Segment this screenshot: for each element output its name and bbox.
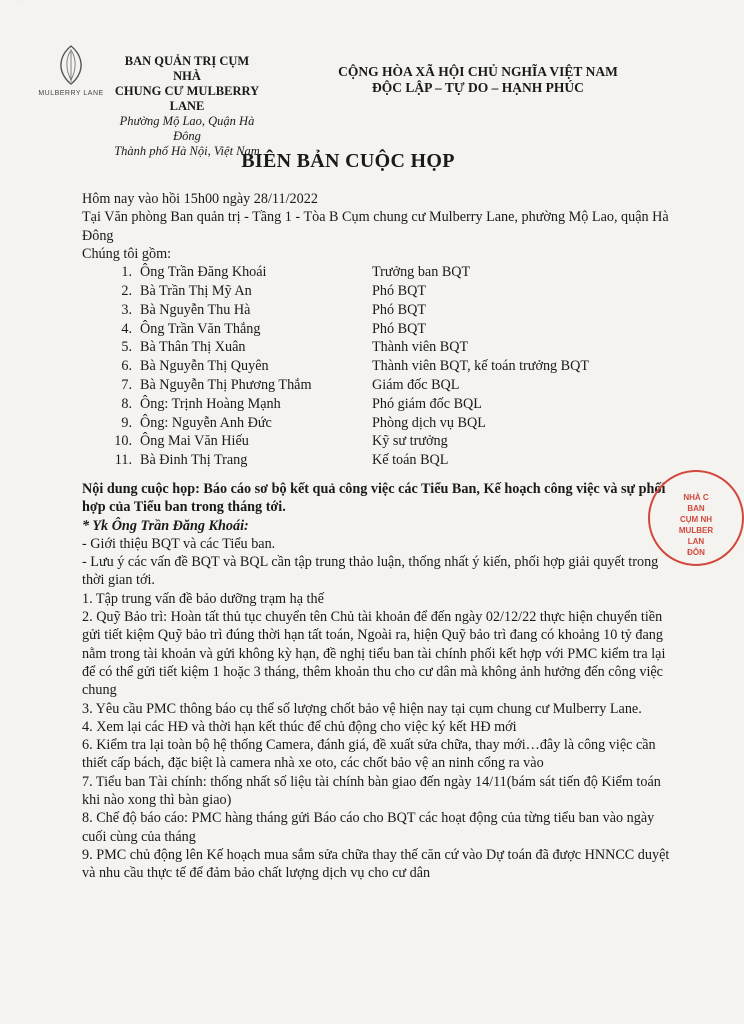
member-row: 6. Bà Nguyễn Thị Quyên Thành viên BQT, kế toán trưởng BQT <box>121 358 590 375</box>
stamp-text: MULBER <box>678 526 714 535</box>
org-line-4: Thành phố Hà Nội, Việt Nam <box>114 144 260 158</box>
member-row: 11. Bà Đinh Thị Trang Kế toán BQL <box>114 452 449 469</box>
discussion-point: 4. Xem lại các HĐ và thời hạn kết thúc để chủ động cho việc ký kết HĐ mới <box>82 718 517 735</box>
member-list <box>82 263 678 470</box>
red-stamp <box>648 470 744 566</box>
meeting-agenda: Nội dung cuộc họp: Báo cáo sơ bộ kết quả công việc các Tiểu Ban, Kế hoạch công việc và sự phối hợp của Tiểu ban trong tháng tới. <box>82 480 666 516</box>
organization-block <box>112 54 262 159</box>
discussion-point: 2. Quỹ Bảo trì: Hoàn tất thủ tục chuyển tên Chủ tài khoản để đến ngày 02/12/22 thực hiện chuyển tiền gửi tiết kiệm Quỹ bảo trì đúng thời hạn tất toán, Ngoài ra, hiện Quỹ bảo trì đang có khoảng 10 tỷ đang nằm trong tài khoản và gửi không kỳ hạn, đề nghị tiểu ban tài chính phối kết hợp với PMC kiểm tra lại để có thể gửi tiết kiệm 1 hoặc 3 tháng, thêm khoản thu cho cư dân mà không ảnh hưởng đến công việc chung <box>82 609 666 699</box>
org-line-1: BAN QUẢN TRỊ CỤM NHÀ <box>124 54 250 83</box>
stamp-text: CỤM NH <box>680 515 712 524</box>
discussion-point: 8. Chế độ báo cáo: PMC hàng tháng gửi Báo cáo cho BQT các hoạt động của từng tiểu ban vào ngày cuối cùng của tháng <box>82 810 655 845</box>
discussion-point: 3. Yêu cầu PMC thông báo cụ thể số lượng chốt bảo vệ hiện nay tại cụm chung cư Mulberry Lane. <box>82 700 642 717</box>
discussion-point: 9. PMC chủ động lên Kế hoạch mua sắm sửa chữa thay thế căn cứ vào Dự toán đã được HNNCC duyệt và nhu cầu thực tế để đảm bảo chất lượng dịch vụ cho cư dân <box>82 846 670 882</box>
mulberry-logo-icon <box>36 40 106 110</box>
discussion-point: 7. Tiểu ban Tài chính: thống nhất số liệu tài chính bàn giao đến ngày 14/11(bám sát tiến độ Kiểm toán khi nào xong thì bàn giao) <box>82 773 661 808</box>
document-body <box>82 190 678 882</box>
member-row: 8. Ông: Trịnh Hoàng Mạnh Phó giám đốc BQL <box>121 395 482 412</box>
meeting-time: Hôm nay vào hồi 15h00 ngày 28/11/2022 <box>82 191 318 207</box>
nation-line-2: ĐỘC LẬP – TỰ DO – HẠNH PHÚC <box>372 80 584 95</box>
stamp-text: ĐÔN <box>687 548 705 557</box>
national-motto <box>318 64 638 96</box>
member-row: 4. Ông Trần Văn Thắng Phó BQT <box>121 320 426 337</box>
logo-text: MULBERRY LANE <box>38 90 104 97</box>
member-row: 7. Bà Nguyễn Thị Phương Thắm Giám đốc BQL <box>121 376 460 393</box>
discussion-point: 1. Tập trung vấn đề bảo dưỡng trạm hạ thế <box>82 590 324 607</box>
nation-line-1: CỘNG HÒA XÃ HỘI CHỦ NGHĨA VIỆT NAM <box>338 64 618 79</box>
org-line-2: CHUNG CƯ MULBERRY LANE <box>114 84 260 113</box>
member-row: 5. Bà Thân Thị Xuân Thành viên BQT <box>121 339 469 356</box>
discussion-point: - Lưu ý các vấn đề BQT và BQL cần tập trung thảo luận, thống nhất ý kiến, phối hợp giải quyết trong thời gian tới. <box>82 554 659 589</box>
opinion-heading: * Yk Ông Trần Đăng Khoái: <box>82 517 249 534</box>
member-row: 10. Ông Mai Văn Hiếu Kỹ sư trưởng <box>114 433 448 450</box>
members-intro: Chúng tôi gồm: <box>82 245 172 262</box>
org-line-3: Phường Mộ Lao, Quận Hà Đông <box>119 114 255 143</box>
discussion-point: - Giới thiệu BQT và các Tiểu ban. <box>82 535 276 552</box>
stamp-text: LAN <box>687 537 705 546</box>
member-row: 9. Ông: Nguyễn Anh Đức Phòng dịch vụ BQL <box>121 414 486 431</box>
stamp-text: BAN <box>687 504 705 513</box>
discussion-point: 6. Kiểm tra lại toàn bộ hệ thống Camera, đánh giá, đề xuất sửa chữa, thay mới…đây là công việc cần thiết cấp bách, đặc biệt là camera nhà xe oto, các chốt bảo vệ an ninh cổng ra vào <box>82 737 656 772</box>
document-title: BIÊN BẢN CUỘC HỌP <box>241 150 455 172</box>
member-row: 2. Bà Trần Thị Mỹ An Phó BQT <box>121 282 426 299</box>
meeting-place: Tại Văn phòng Ban quản trị - Tầng 1 - Tòa B Cụm chung cư Mulberry Lane, phường Mộ Lao, quận Hà Đông <box>82 209 669 244</box>
member-row: 3. Bà Nguyễn Thu Hà Phó BQT <box>121 301 426 318</box>
member-row: 1. Ông Trần Đăng Khoái Trưởng ban BQT <box>121 264 471 281</box>
stamp-text: NHÀ C <box>683 493 709 502</box>
